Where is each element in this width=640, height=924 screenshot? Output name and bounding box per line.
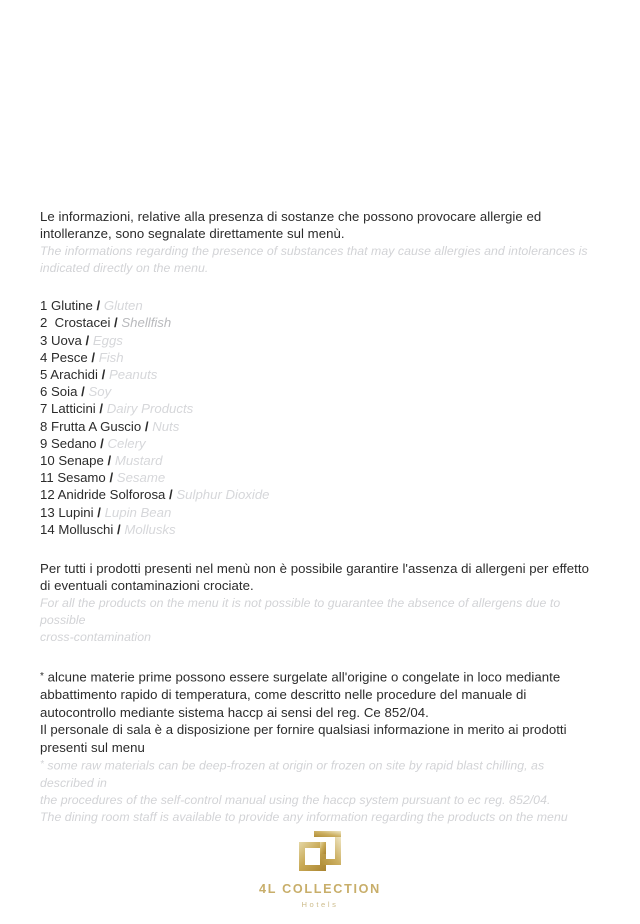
allergen-name-en: Dairy Products bbox=[106, 401, 194, 417]
allergen-number: 3 bbox=[40, 332, 48, 348]
allergen-item-4 bbox=[40, 349, 598, 366]
allergen-separator: / bbox=[109, 470, 114, 486]
brand-subtitle: Hotels bbox=[301, 900, 339, 909]
allergen-name-en: Gluten bbox=[103, 298, 143, 314]
allergen-name-en: Shellfish bbox=[121, 315, 172, 331]
allergen-item-2 bbox=[40, 314, 598, 331]
allergen-name-it: Sedano bbox=[51, 435, 97, 451]
allergen-name-en: Fish bbox=[98, 349, 124, 365]
allergen-item-3 bbox=[40, 332, 598, 349]
allergen-number: 6 bbox=[40, 384, 48, 400]
allergen-separator: / bbox=[99, 401, 104, 417]
asterisk-marker: * bbox=[40, 671, 44, 683]
notes-italian-line-5: presenti sul menu bbox=[40, 739, 145, 755]
footer-logo-block bbox=[0, 828, 640, 911]
document-content bbox=[40, 208, 598, 826]
allergen-name-en: Lupin Bean bbox=[104, 504, 172, 520]
allergen-name-en: Soy bbox=[88, 384, 112, 400]
allergen-number: 8 bbox=[40, 418, 48, 434]
interlocking-squares-logo-icon bbox=[294, 828, 346, 874]
allergen-item-9 bbox=[40, 435, 598, 452]
allergen-name-en: Sesame bbox=[116, 470, 166, 486]
allergen-separator: / bbox=[101, 367, 106, 383]
allergen-item-10 bbox=[40, 452, 598, 469]
notes-english-line-1 bbox=[40, 756, 598, 792]
intro-english-line-2: indicated directly on the menu. bbox=[40, 261, 209, 276]
intro-english-line-1: The informations regarding the presence of substances that may cause allergies and intolerances is bbox=[40, 243, 588, 258]
cross-italian-line-1: Per tutti i prodotti presenti nel menù non è possibile garantire l'assenza di allergeni per effetto bbox=[40, 561, 589, 577]
allergen-item-11 bbox=[40, 469, 598, 486]
allergen-number: 9 bbox=[40, 435, 48, 451]
allergen-separator: / bbox=[81, 384, 85, 400]
allergen-separator: / bbox=[114, 315, 118, 331]
allergen-name-en: Peanuts bbox=[108, 367, 158, 383]
allergen-number: 1 bbox=[40, 298, 48, 314]
allergen-name-en: Mustard bbox=[114, 453, 163, 469]
spacer-cross-notes bbox=[40, 646, 598, 668]
allergen-number: 14 bbox=[40, 521, 55, 537]
allergen-list bbox=[40, 297, 598, 538]
cross-english-line-2: cross-contamination bbox=[40, 630, 151, 645]
allergen-name-it: Arachidi bbox=[50, 367, 98, 383]
allergen-name-it: Latticini bbox=[51, 401, 96, 417]
allergen-name-it: Uova bbox=[51, 332, 82, 348]
allergen-item-5 bbox=[40, 366, 598, 383]
allergen-number: 7 bbox=[40, 401, 48, 417]
allergen-number: 12 bbox=[40, 487, 55, 503]
notes-english-line-2: the procedures of the self-control manual using the haccp system pursuant to ec reg. 852/04. bbox=[40, 792, 551, 807]
notes-english-text-1: some raw materials can be deep-frozen at origin or frozen on site by rapid blast chilling, as described in bbox=[40, 758, 545, 790]
notes-italian-line-3: autocontrollo mediante sistema haccp ai sensi del reg. Ce 852/04. bbox=[40, 704, 429, 720]
allergen-item-8 bbox=[40, 418, 598, 435]
allergen-number: 4 bbox=[40, 349, 48, 365]
allergen-number: 13 bbox=[40, 504, 55, 520]
intro-italian-line-1: Le informazioni, relative alla presenza di sostanze che possono provocare allergie ed bbox=[40, 209, 542, 224]
allergen-name-it: Sesamo bbox=[57, 470, 106, 486]
cross-english-line-1: For all the products on the menu it is not possible to guarantee the absence of allergens due to possible bbox=[40, 595, 561, 628]
allergen-name-en: Eggs bbox=[92, 332, 123, 348]
allergen-name-it: Senape bbox=[58, 453, 104, 469]
allergen-spacer bbox=[47, 315, 54, 330]
spacer-list-cross bbox=[40, 538, 598, 560]
allergen-item-12 bbox=[40, 486, 598, 503]
notes-italian-line-4: Il personale di sala è a disposizione per fornire qualsiasi informazione in merito ai prodotti bbox=[40, 722, 567, 738]
allergen-name-en: Celery bbox=[107, 435, 146, 451]
allergen-item-14 bbox=[40, 521, 598, 538]
allergen-item-13 bbox=[40, 504, 598, 521]
allergen-name-en: Nuts bbox=[152, 418, 180, 434]
notes-block bbox=[40, 668, 598, 826]
allergen-name-it: Pesce bbox=[51, 349, 88, 365]
allergen-name-en: Sulphur Dioxide bbox=[176, 487, 270, 503]
allergen-name-it: Crostacei bbox=[54, 315, 111, 331]
allergen-separator: / bbox=[116, 521, 121, 537]
intro-italian-line-2: intolleranze, sono segnalate direttamente sul menù. bbox=[40, 226, 345, 242]
allergen-name-it: Anidride Solforosa bbox=[57, 487, 166, 503]
brand-name: 4L COLLECTION bbox=[259, 882, 381, 896]
allergen-name-it: Soia bbox=[51, 384, 78, 400]
allergen-number: 10 bbox=[40, 453, 55, 469]
allergen-item-1 bbox=[40, 297, 598, 314]
allergen-name-it: Frutta A Guscio bbox=[51, 418, 142, 434]
notes-italian-line-2: abbattimento rapido di temperatura, come descritto nelle procedure del manuale di bbox=[40, 687, 527, 703]
allergen-name-it: Molluschi bbox=[58, 521, 114, 537]
allergen-separator: / bbox=[169, 487, 173, 503]
allergen-number: 11 bbox=[40, 470, 54, 486]
allergen-separator: / bbox=[107, 453, 112, 469]
notes-italian-line-1 bbox=[40, 668, 598, 686]
allergen-name-it: Glutine bbox=[51, 298, 93, 314]
allergen-item-6 bbox=[40, 383, 598, 400]
allergen-separator: / bbox=[97, 504, 101, 520]
cross-contamination-block bbox=[40, 560, 598, 646]
allergen-name-en: Mollusks bbox=[124, 521, 176, 537]
intro-block bbox=[40, 208, 598, 277]
asterisk-marker-en: * bbox=[40, 759, 44, 771]
spacer-intro-list bbox=[40, 277, 598, 297]
cross-italian-line-2: di eventuali contaminazioni crociate. bbox=[40, 578, 254, 594]
notes-italian-text-1: alcune materie prime possono essere surgelate all'origine o congelate in loco mediante bbox=[43, 669, 561, 685]
allergen-separator: / bbox=[91, 349, 96, 365]
allergen-name-it: Lupini bbox=[58, 504, 94, 520]
allergen-number: 5 bbox=[40, 367, 48, 383]
notes-english-line-3: The dining room staff is available to provide any information regarding the products on the menu bbox=[40, 810, 568, 825]
allergen-number: 2 bbox=[40, 315, 48, 331]
allergen-separator: / bbox=[100, 435, 104, 451]
allergen-separator: / bbox=[96, 298, 101, 314]
allergen-separator: / bbox=[85, 332, 90, 348]
allergen-separator: / bbox=[144, 418, 149, 434]
allergen-item-7 bbox=[40, 400, 598, 417]
